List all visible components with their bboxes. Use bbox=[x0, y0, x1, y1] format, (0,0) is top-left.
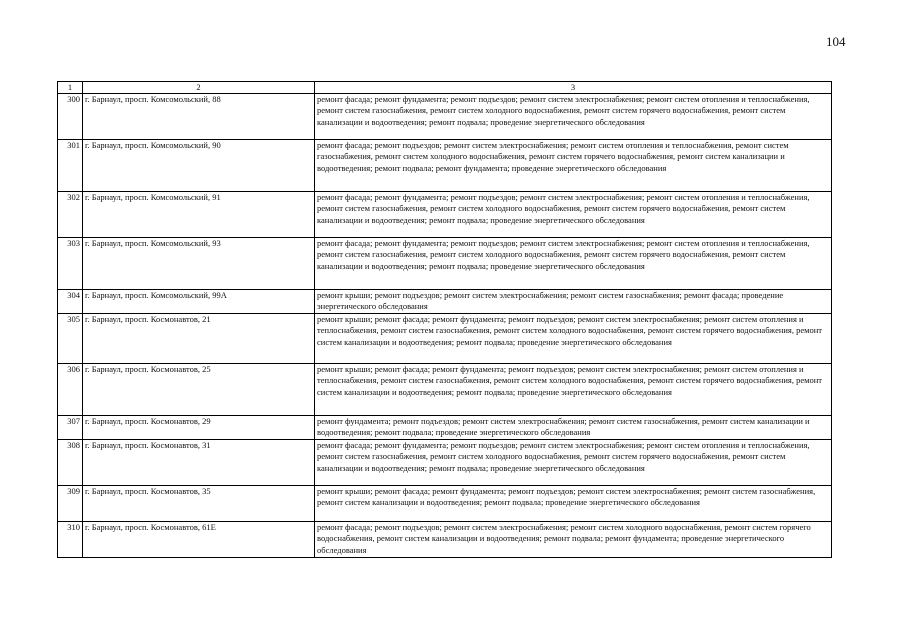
row-address: г. Барнаул, просп. Комсомольский, 99А bbox=[83, 290, 315, 314]
row-number: 300 bbox=[58, 94, 83, 140]
table-row bbox=[58, 485, 832, 521]
row-address: г. Барнаул, просп. Космонавтов, 35 bbox=[83, 485, 315, 521]
register-table bbox=[57, 81, 832, 558]
row-address: г. Барнаул, просп. Космонавтов, 61Е bbox=[83, 521, 315, 557]
row-address: г. Барнаул, просп. Комсомольский, 90 bbox=[83, 140, 315, 192]
table-row bbox=[58, 313, 832, 363]
table-row bbox=[58, 439, 832, 485]
row-address: г. Барнаул, просп. Космонавтов, 31 bbox=[83, 439, 315, 485]
row-works: ремонт фасада; ремонт подъездов; ремонт систем электроснабжения; ремонт систем отопления и теплоснабжения, ремонт систем газоснабжения, ремонт систем холодного водоснабжения, ремонт систем горячего водоснабжения, ремонт систем канализации и водоотведения; ремонт подвала; ремонт фундамента; проведение энергетического обследования bbox=[315, 140, 832, 192]
row-works: ремонт фасада; ремонт фундамента; ремонт подъездов; ремонт систем электроснабжения; ремонт систем отопления и теплоснабжения, ремонт систем газоснабжения, ремонт систем холодного водоснабжения, ремонт систем горячего водоснабжения, ремонт систем канализации и водоотведения; ремонт подвала; проведение энергетического обследования bbox=[315, 439, 832, 485]
row-number: 301 bbox=[58, 140, 83, 192]
row-number: 305 bbox=[58, 313, 83, 363]
page-number: 104 bbox=[826, 34, 846, 49]
header-col-3: 3 bbox=[315, 82, 832, 94]
header-col-1: 1 bbox=[58, 82, 83, 94]
row-works: ремонт фасада; ремонт фундамента; ремонт подъездов; ремонт систем электроснабжения; ремонт систем отопления и теплоснабжения, ремонт систем газоснабжения, ремонт систем холодного водоснабжения, ремонт систем горячего водоснабжения, ремонт систем канализации и водоотведения; ремонт подвала; проведение энергетического обследования bbox=[315, 94, 832, 140]
row-address: г. Барнаул, просп. Космонавтов, 25 bbox=[83, 363, 315, 415]
table-header-row bbox=[58, 82, 832, 94]
row-number: 310 bbox=[58, 521, 83, 557]
row-address: г. Барнаул, просп. Комсомольский, 88 bbox=[83, 94, 315, 140]
table-row bbox=[58, 521, 832, 557]
row-works: ремонт фундамента; ремонт подъездов; ремонт систем электроснабжения; ремонт систем газоснабжения, ремонт систем канализации и водоотведения; ремонт подвала; проведение энергетического обследования bbox=[315, 415, 832, 439]
row-address: г. Барнаул, просп. Космонавтов, 21 bbox=[83, 313, 315, 363]
row-address: г. Барнаул, просп. Комсомольский, 91 bbox=[83, 192, 315, 238]
row-works: ремонт крыши; ремонт фасада; ремонт фундамента; ремонт подъездов; ремонт систем электроснабжения; ремонт систем газоснабжения, ремонт систем канализации и водоотведения; ремонт подвала; проведение энергетического обследования bbox=[315, 485, 832, 521]
row-number: 307 bbox=[58, 415, 83, 439]
table-row bbox=[58, 192, 832, 238]
row-address: г. Барнаул, просп. Космонавтов, 29 bbox=[83, 415, 315, 439]
row-address: г. Барнаул, просп. Комсомольский, 93 bbox=[83, 238, 315, 290]
table-row bbox=[58, 238, 832, 290]
table-body bbox=[58, 94, 832, 558]
table-row bbox=[58, 415, 832, 439]
row-works: ремонт крыши; ремонт подъездов; ремонт систем электроснабжения; ремонт систем газоснабжения; ремонт фасада; проведение энергетического обследования bbox=[315, 290, 832, 314]
row-number: 304 bbox=[58, 290, 83, 314]
table-row bbox=[58, 363, 832, 415]
table-row bbox=[58, 140, 832, 192]
row-works: ремонт крыши; ремонт фасада; ремонт фундамента; ремонт подъездов; ремонт систем электроснабжения; ремонт систем отопления и теплоснабжения, ремонт систем газоснабжения, ремонт систем холодного водоснабжения, ремонт систем горячего водоснабжения, ремонт систем канализации и водоотведения; ремонт подвала; проведение энергетического обследования bbox=[315, 363, 832, 415]
row-number: 302 bbox=[58, 192, 83, 238]
table-row bbox=[58, 290, 832, 314]
row-number: 308 bbox=[58, 439, 83, 485]
row-works: ремонт фасада; ремонт фундамента; ремонт подъездов; ремонт систем электроснабжения; ремонт систем отопления и теплоснабжения, ремонт систем газоснабжения, ремонт систем холодного водоснабжения, ремонт систем горячего водоснабжения, ремонт систем канализации и водоотведения; ремонт подвала; проведение энергетического обследования bbox=[315, 192, 832, 238]
row-works: ремонт фасада; ремонт фундамента; ремонт подъездов; ремонт систем электроснабжения; ремонт систем отопления и теплоснабжения, ремонт систем газоснабжения, ремонт систем холодного водоснабжения, ремонт систем горячего водоснабжения, ремонт систем канализации и водоотведения; ремонт подвала; проведение энергетического обследования bbox=[315, 238, 832, 290]
row-works: ремонт крыши; ремонт фасада; ремонт фундамента; ремонт подъездов; ремонт систем электроснабжения; ремонт систем отопления и теплоснабжения, ремонт систем газоснабжения, ремонт систем холодного водоснабжения, ремонт систем горячего водоснабжения, ремонт систем канализации и водоотведения; ремонт подвала; проведение энергетического обследования bbox=[315, 313, 832, 363]
header-col-2: 2 bbox=[83, 82, 315, 94]
row-number: 306 bbox=[58, 363, 83, 415]
row-works: ремонт фасада; ремонт подъездов; ремонт систем электроснабжения; ремонт систем холодного водоснабжения, ремонт систем горячего водоснабжения, ремонт систем канализации и водоотведения; ремонт подвала; ремонт фундамента; проведение энергетического обследования bbox=[315, 521, 832, 557]
row-number: 303 bbox=[58, 238, 83, 290]
row-number: 309 bbox=[58, 485, 83, 521]
table-row bbox=[58, 94, 832, 140]
